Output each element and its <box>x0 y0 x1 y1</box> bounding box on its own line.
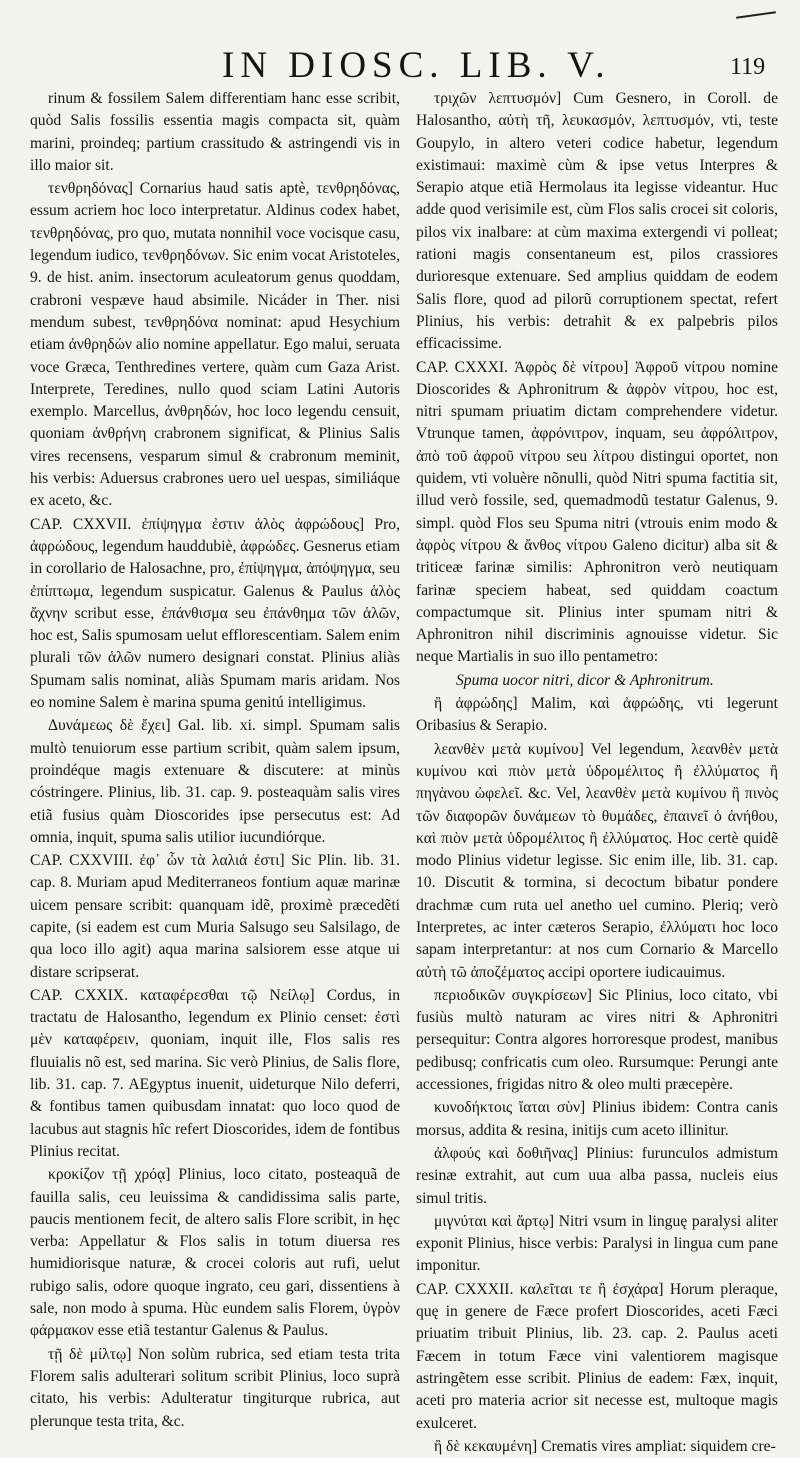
paragraph-cap-131: CAP. CXXXI. Ἀφρὸς δὲ νίτρου] Ἀφροῦ νίτρου nomine Dioscorides & Aphronitrum & ἀφρὸν νίτρου, hoc est, nitri spumam priuatim dictam comprehendere videtur. Vtrunque tamen, ἀφρόνιτρον, inquam, seu ἀφρόλιτρον, ἀπὸ τοῦ ἀφροῦ νίτρου seu λίτρου distingui oportet, non quidem, vti voluère nõnulli, quòd Nitri spuma factitia sit, illud verò fossile, sed, quemadmodũ testatur Galenus, 9. simpl. quòd Flos seu Spuma nitri (vtrouis enim modo & ἀφρὸς νίτρου & ἄνθος νίτρου Galeno dicitur) alba sit & triticeæ farinæ similis: Aphronitron verò neutiquam farinæ speciem habeat, sed quiddam coactum compactumque sit. Plinius inter spumam nitri & Aphronitron nihil discriminis agnouisse videtur. Sic neque Martialis in suo illo pentametro: <box>416 358 778 666</box>
right-column <box>416 88 778 1458</box>
paragraph-cap-127: CAP. CXXVII. ἐπίψηγμα ἐστιν ἁλὸς ἀφρώδους] Pro, ἀφρώδους, legendum hauddubiè, ἀφρώδες. Gesnerus etiam in corollario de Halosachne, pro, ἐπίψηγμα, ἀπόψηγμα, seu ἐπίπτωμα, legendum suspicatur. Galenus & Paulus ἁλὸς ἄχνην scribut esse, ἐπάνθισμα seu ἐπάνθημα τῶν ἁλῶν, hoc est, Salis spumosam uelut efflorescentiam. Salem enim plurali τῶν ἁλῶν numero designari constat. Plinius aliàs Spumam salis nominat, aliàs Spumam maris aridam. Nos eo nomine Salem è marina spuma genitú intelligimus. <box>30 515 400 712</box>
paragraph-krokizon: κροκίζον τῇ χρόᾳ] Plinius, loco citato, posteaquã de fauilla salis, ceu leuissima & candidissima salis parte, paucis mentionem fecit, de altero salis Flore scribit, in hęc verba: Appellatur & Flos salis in totum diuersa res humidiorisque naturæ, & crocei coloris aut rufi, uelut rubigo salis, odore quoque ingrato, ceu gari, dissentiens à sale, non modo à spuma. Hùc eundem salis Florem, ὑγρὸν φάρμακον esse etiã testantur Galenus & Paulus. <box>30 1166 400 1340</box>
paragraph-mignytai: μιγνύται καὶ ἄρτῳ] Nitri vsum in linguę paralysi aliter exponit Plinius, hisce verbis: Paralysi in lingua cum pane imponitur. <box>416 1212 778 1275</box>
paragraph-aphrodes: ἢ ἀφρώδης] Malim, καὶ ἀφρώδης, vti legerunt Oribasius & Serapio. <box>416 695 778 735</box>
paragraph-cap-129: CAP. CXXIX. καταφέρεσθαι τῷ Νείλῳ] Cordus, in tractatu de Halosantho, legendum ex Plinio censet: ἐστὶ μὲν καταφέρειν, quoniam, inquit ille, Flos salis res fluuialis nõ est, sed marina. Sic verò Plinius, de Salis flore, lib. 31. cap. 7. AEgyptus inuenit, uideturque Nilo deferri, & fontibus tamen quibusdam innatat: quo loco quod de lacubus aut stagnis hîc refert Dioscorides, idem de fontibus Plinius recitat. <box>30 986 400 1160</box>
paragraph-cap-128: CAP. CXXVIII. ἐφ᾽ ὧν τὰ λαλιά ἐστι] Sic Plin. lib. 31. cap. 8. Muriam apud Mediterraneos fontium aquæ marinæ uicem pensare scribit: quanquam idẽ, proximè præcedẽti capite, (si eadem est cum Muria Salsugo seu Salsilago, de qua loco illo agit) aqua marina salsiorem esse atque ui distare scripserat. <box>30 852 400 981</box>
page-header <box>0 44 800 84</box>
margin-dash <box>736 11 776 19</box>
paragraph-trichon: τριχῶν λεπτυσμόν] Cum Gesnero, in Coroll. de Halosantho, αὐτὴ τῆ, λευκασμόν, λεπτυσμόν, vti, teste Goupylo, in altero veteri codice habetur, legendum existimaui: maximè cùm & ipse vetus Interpres & Serapio atque etiã Hermolaus ita legisse videantur. Huc adde quod verisimile est, cùm Flos salis crocei sit coloris, pilos vix inalbare: at cùm maxima extergendi vi polleat; rationi magis consentaneum est, pilos crassiores durioresque extenuare. Sed amplius quiddam de eodem Salis flore, quod ad pilorũ corruptionem spectat, refert Plinius, his verbis: detrahit & ex palpebris pilos efficacissime. <box>416 90 778 353</box>
paragraph-cap-132: CAP. CXXXII. καλεῖται τε ἢ ἐσχάρα] Horum pleraque, quę in genere de Fæce profert Dioscorides, aceti Fæci priuatim tribuit Plinius, lib. 23. cap. 2. Paulus aceti Fæcem in totum Fæce vini valentiorem magisque astringẽtem esse scribit. Plinius de eadem: Fæx, inquit, aceti pro materia acrior sit necesse est, multoque magis exulceret. <box>416 1280 778 1432</box>
paragraph-kekaumene: ἢ δὲ κεκαυμένη] Crematis vires ampliat: siquidem cre- <box>434 1437 776 1455</box>
paragraph-alphous: ἀλφούς καὶ δοθιῆνας] Plinius: furunculos admistum resinæ extrahit, aut cum uua alba passa, nucleis eius simul tritis. <box>416 1144 778 1207</box>
martial-verse: Spuma uocor nitri, dicor & Aphronitrum. <box>456 671 714 689</box>
left-column <box>30 88 400 1433</box>
paragraph-leanthen: λεανθὲν μετὰ κυμίνου] Vel legendum, λεανθὲν μετὰ κυμίνου καὶ πιὸν μετὰ ὑδρομέλιτος ἢ ἐλλύματος ἢ πηγὰνου ὠφελεῖ. &c. Vel, λεανθὲν μετὰ κυμίνου ἢ πινὸς τῶν διαφορῶν δυνάμεων τὸ θυμάδες, ἐπαινεῖ ὁ ἀνήθου, καὶ πιὸν μετὰ ὑδρομέλιτος ἢ ἐλλύματος. Hoc certè quidẽ modo Plinius videtur legisse. Sic enim ille, lib. 31. cap. 10. Discutit & tormina, si decoctum bibatur pondere drachmæ cum ruta uel anetho uel cumino. Pleriq; verò Interpretes, ac inter cæteros Serapio, ἐλλύματι hoc loco sapam interpretantur: at nos cum Cornario & Marcello αὐτὴ τῶ ἀποζέματος accipi oportere iudicauimus. <box>416 740 778 981</box>
paragraph-milto: τῇ δὲ μίλτῳ] Non solùm rubrica, sed etiam testa trita Florem salis adulterari solitum scribit Plinius, loco suprà citato, his verbis: Adulteratur tingiturque rubrica, aut plerunque testa trita, &c. <box>30 1345 400 1430</box>
paragraph-kynodektois: κυνοδήκτοις ἴαται σὺν] Plinius ibidem: Contra canis morsus, addita & resina, initijs cum aceto illinitur. <box>416 1099 778 1139</box>
paragraph-periodikon: περιοδικῶν συγκρίσεων] Sic Plinius, loco citato, vbi fusiùs multò naturam ac vires nitri & Aphronitri persequitur: Contra algores horroresque prodest, manibus pedibusq; confricatis cum oleo. Rursumque: Perungi ante accessiones, frigidas nitro & oleo multi præcepère. <box>416 986 778 1094</box>
paragraph-tenthredines: τενθρηδόνας] Cornarius haud satis aptè, τενθρηδόνας, essum acriem hoc loco interpretatur. Aldinus codex habet, τενθρηδόνας, pro quo, mutata nonnihil voce vocisque casu, legendum iudico, τενθρηδόνων. Sic enim vocat Aristoteles, 9. de hist. anim. insectorum aculeatorum genus quoddam, crabroni vespæve haud absimile. Nicáder in Ther. nisi mendum subest, τενθρηδόνα nominat: apud Hesychium etiam ἀνθρηδών alio nomine appellatur. Ego malui, seruata voce Græca, Tenthredines vertere, quàm cum Gaza Arist. Interprete, Teredines, nullo quod sciam Latini Autoris exemplo. Marcellus, ἀνθρηδών, hoc loco legendu censuit, quoniam ἀνθρήνη crabronem significat, & Plinius Salis vires recensens, vesparum simul & crabronum meminit, his verbis: Aduersus crabrones uero uel uespas, similiáque ex aceto, &c. <box>30 180 400 510</box>
paragraph-dynameos: Δυνάμεως δὲ ἔχει] Gal. lib. xi. simpl. Spumam salis multò tenuiorum esse partium scribit, quàm salem ipsum, proindéque magis extenuare & discutere: at minùs cóstringere. Plinius, lib. 31. cap. 9. posteaquàm salis vires etiã fusius quàm Dioscorides ipse persecutus est: Ad omnia, inquit, spuma salis utilior iucundiórque. <box>30 717 400 846</box>
paragraph-salt-difference: rinum & fossilem Salem differentiam hanc esse scribit, quòd Salis fossilis essentia magis compacta sit, quàm marini, proindeq; partium crassitudo & astringendi vis in illo maior sit. <box>30 90 400 174</box>
page-number: 119 <box>730 54 766 80</box>
running-head: IN DIOSC. LIB. V. <box>222 45 611 86</box>
